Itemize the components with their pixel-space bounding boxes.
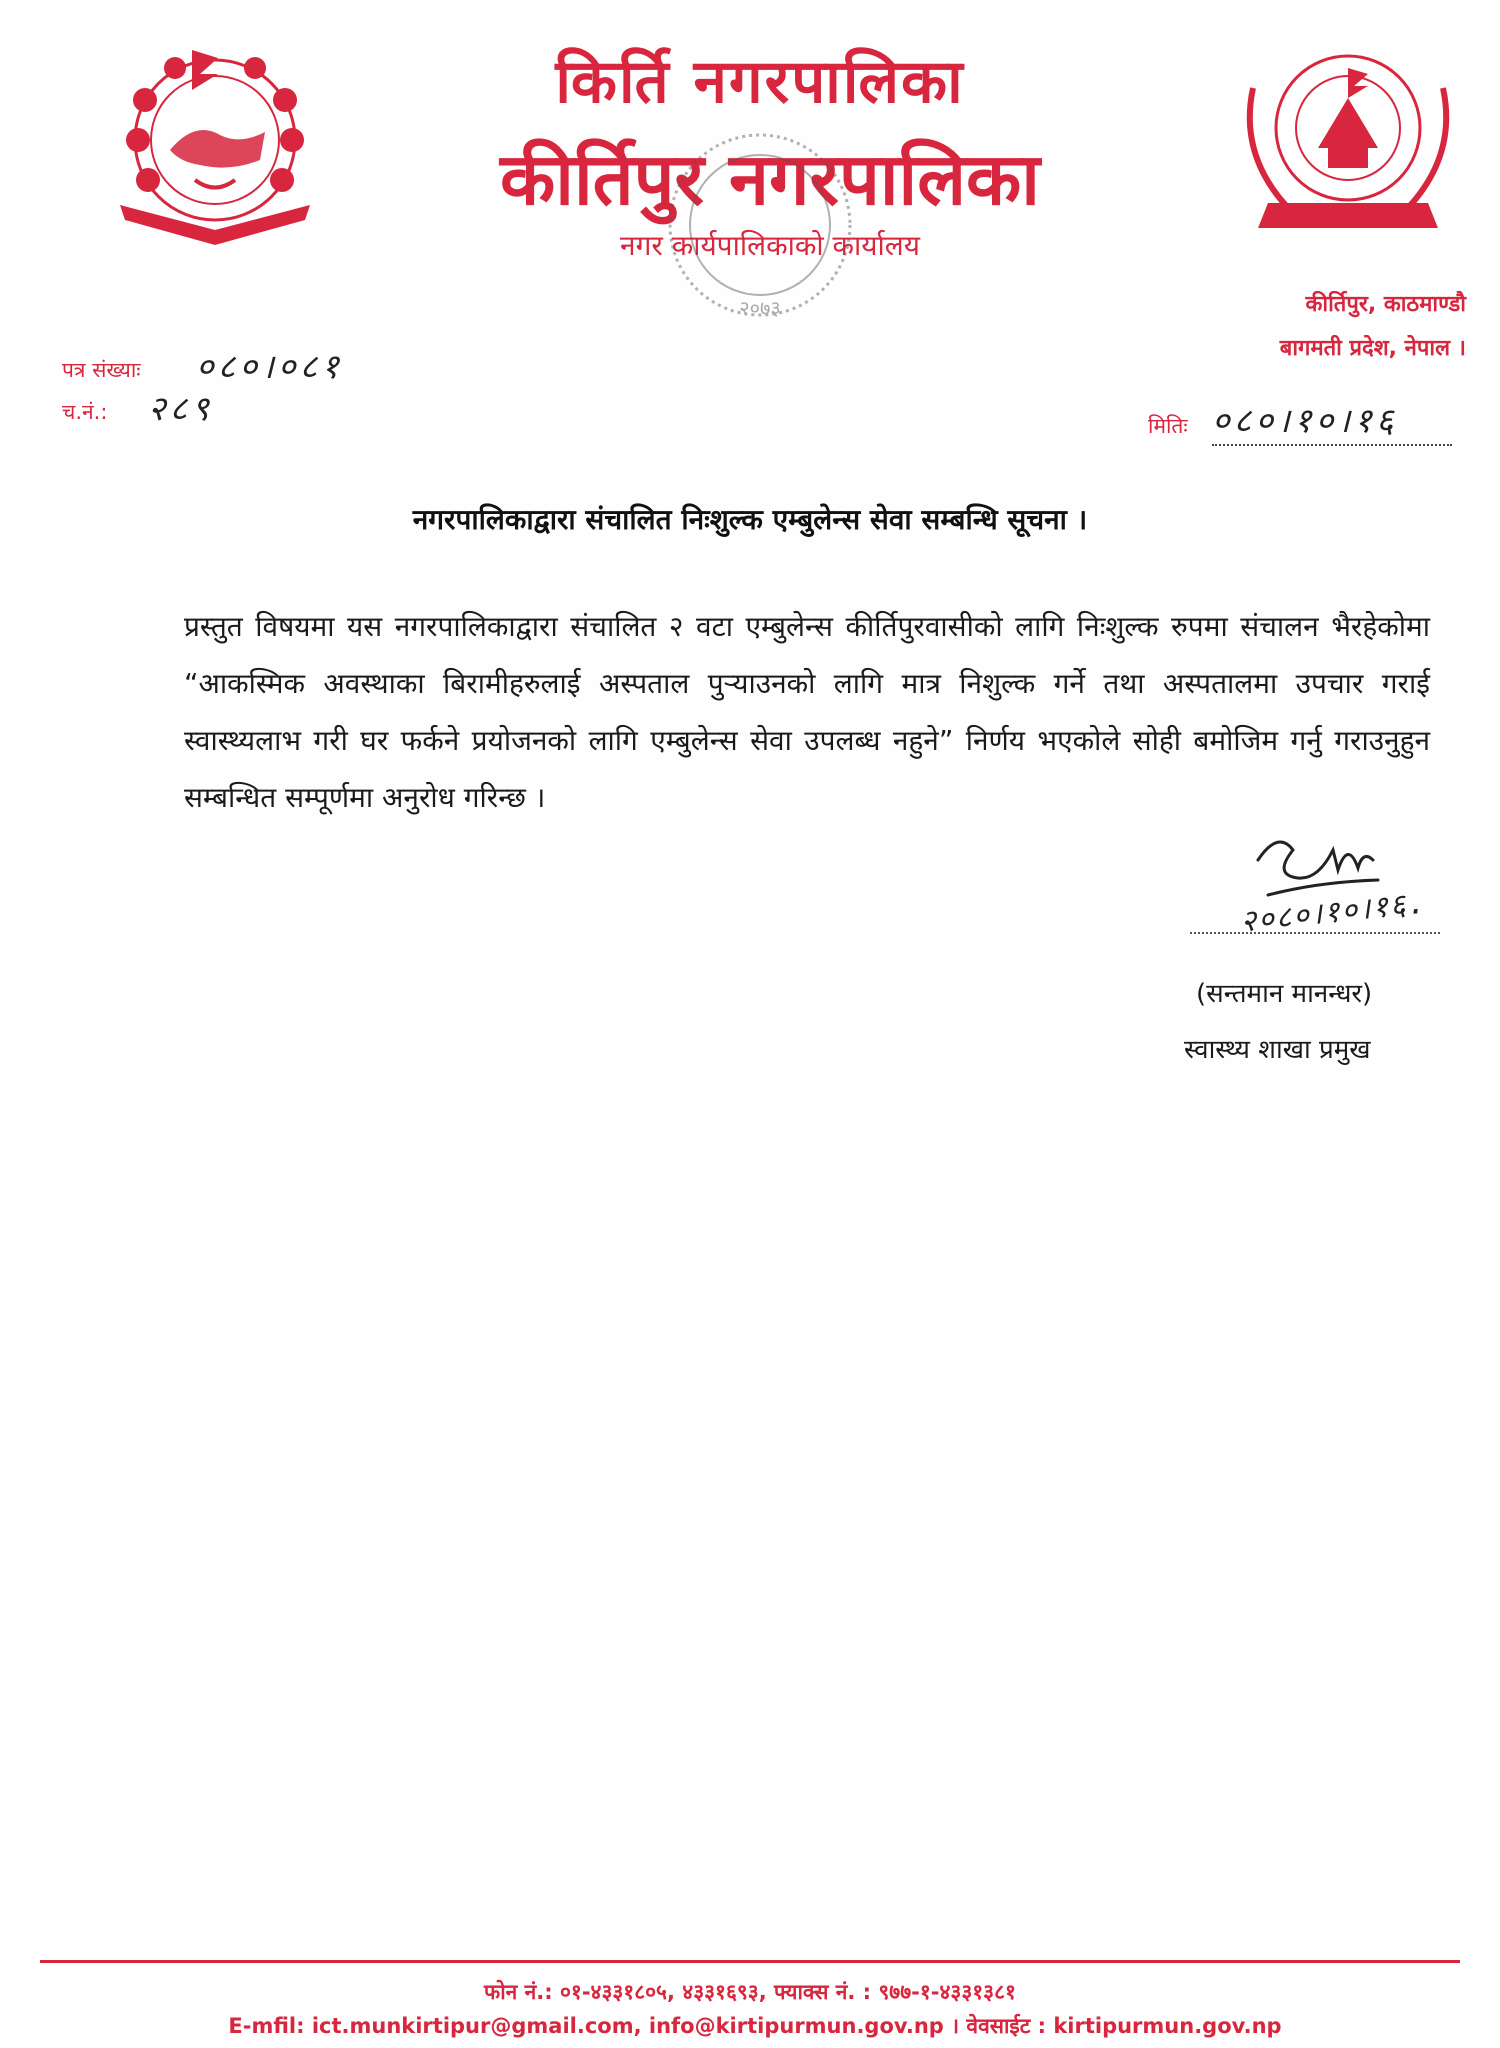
dispatch-number-label: च.नं.: [62, 400, 108, 424]
date-label: मितिः [1148, 414, 1188, 438]
letterhead-municipality-name: कीर्तिपुर नगरपालिका [500, 136, 1040, 221]
signature-line [1190, 932, 1440, 934]
stamp-year: २०७३ [739, 296, 781, 320]
letter-number-label: पत्र संख्याः [62, 358, 141, 382]
letterhead-line1: किर्ति नगरपालिका [555, 47, 965, 117]
signature-date: २०८०।१०।१६. [1238, 885, 1430, 940]
footer-divider [40, 1960, 1460, 1963]
signatory-name: (सन्तमान मानन्धर) [1196, 979, 1373, 1009]
nepal-emblem-icon [100, 40, 330, 250]
letter-number-value: ०८०।०८१ [196, 347, 343, 387]
signatory-title: स्वास्थ्य शाखा प्रमुख [1184, 1035, 1371, 1065]
notice-subject: नगरपालिकाद्वारा संचालित निःशुल्क एम्बुलेन्स सेवा सम्बन्धि सूचना । [412, 503, 1088, 536]
notice-body: प्रस्तुत विषयमा यस नगरपालिकाद्वारा संचालित २ वटा एम्बुलेन्स कीर्तिपुरवासीको लागि निःशुल्क रुपमा संचालन भैरहेकोमा “आकस्मिक अवस्थाका बिरामीहरुलाई अस्पताल पुऱ्याउनको लागि मात्र निशुल्क गर्ने तथा अस्पतालमा उपचार गराई स्वास्थ्यलाभ गरी घर फर्कने प्रयोजनको लागि एम्बुलेन्स सेवा उपलब्ध नहुने” निर्णय भएकोले सोही बमोजिम गर्नु गराउनुहुन सम्बन्धित सम्पूर्णमा अनुरोध गरिन्छ । [184, 610, 1430, 814]
address-line2: बागमती प्रदेश, नेपाल । [1279, 336, 1466, 361]
footer-contact-email: E-mfil: ict.munkirtipur@gmail.com, info@kirtipurmun.gov.np । वेवसाईट : kirtipurmun.gov.np [228, 2014, 1282, 2038]
office-stamp-icon [640, 120, 880, 330]
letterhead-office-name: नगर कार्यपालिकाको कार्यालय [620, 229, 920, 262]
footer-contact-phone: फोन नं.: ०१-४३३१८०५, ४३३१६९३, फ्याक्स नं. : ९७७-१-४३३१३८१ [484, 1980, 1016, 2004]
address-line1: कीर्तिपुर, काठमाण्डौ [1305, 292, 1466, 317]
date-value: ०८०।१०।१६ [1212, 396, 1452, 446]
dispatch-number-value: २८९ [148, 389, 214, 429]
municipality-logo-icon [1198, 28, 1488, 268]
